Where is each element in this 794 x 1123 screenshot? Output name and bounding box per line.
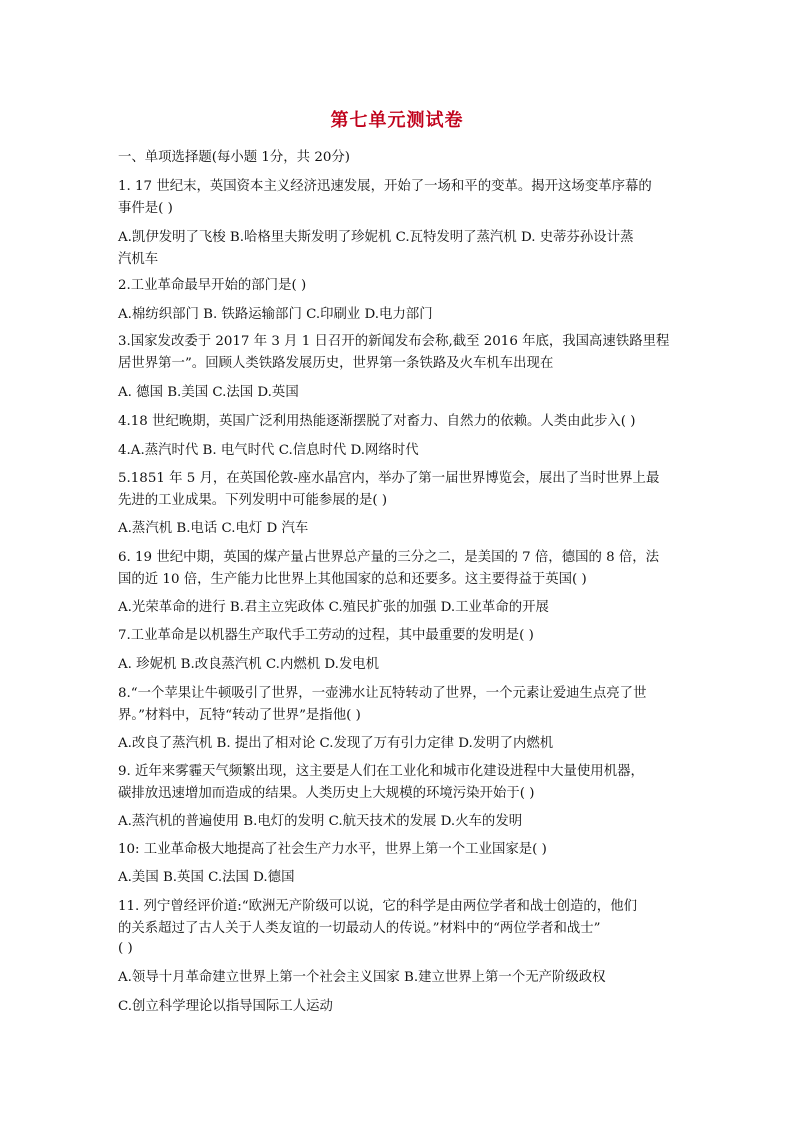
question-6-text-line-1: 6. 19 世纪中期，英国的煤产量占世界总产量的三分之二，是美国的 7 倍，德国的 8 倍，法 — [118, 550, 660, 565]
section-heading: 一、单项选择题(每小题 1分，共 20分) — [118, 150, 350, 165]
question-5-text-line-1: 5.1851 年 5 月，在英国伦敦-座水晶宫内，举办了第一届世界博览会，展出了当时世界上最 — [118, 471, 660, 486]
question-2-options: A.棉纺织部门 B. 铁路运输部门 C.印刷业 D.电力部门 — [118, 307, 433, 322]
question-8-options: A.改良了蒸汽机 B. 提出了相对论 C.发现了万有引力定律 D.发明了内燃机 — [118, 736, 554, 751]
question-8-text-line-2: 界。”材料中，瓦特“转动了世界”是指他( ) — [118, 708, 361, 723]
question-9-options: A.蒸汽机的普遍使用 B.电灯的发明 C.航天技术的发展 D.火车的发明 — [118, 814, 523, 829]
question-1-text-line-1: 1. 17 世纪末，英国资本主义经济迅速发展，开始了一场和平的变革。揭开这场变革序幕的 — [118, 179, 652, 194]
question-2-text: 2.工业革命最早开始的部门是( ) — [118, 278, 307, 293]
question-11-text-line-2: 的关系超过了古人关于人类友谊的一切最动人的传说。”材料中的“两位学者和战士” — [118, 921, 601, 936]
question-4-options: 4.A.蒸汽时代 B. 电气时代 C.信息时代 D.网络时代 — [118, 443, 419, 458]
question-9-text-line-1: 9. 近年来雾霾天气频繁出现，这主要是人们在工业化和城市化建设进程中大量使用机器， — [118, 764, 644, 779]
page-title: 第七单元测试卷 — [330, 110, 464, 131]
question-5-text-line-2: 先进的工业成果。下列发明中可能参展的是( ) — [118, 493, 388, 508]
question-6-text-line-2: 国的近 10 倍，生产能力比世界上其他国家的总和还要多。这主要得益于英国( ) — [118, 572, 587, 587]
question-5-options: A.蒸汽机 B.电话 C.电灯 D 汽车 — [118, 521, 309, 536]
question-11-options-line-2: C.创立科学理论以指导国际工人运动 — [118, 999, 333, 1014]
question-6-options: A.光荣革命的进行 B.君主立宪政体 C.殖民扩张的加强 D.工业革命的开展 — [118, 600, 549, 615]
question-10-options: A.美国 B.英国 C.法国 D.德国 — [118, 870, 295, 885]
question-3-options: A. 德国 B.美国 C.法国 D.英国 — [118, 385, 299, 400]
question-11-options-line-1: A.领导十月革命建立世界上第一个社会主义国家 B.建立世界上第一个无产阶级政权 — [118, 970, 606, 985]
question-9-text-line-2: 碳排放迅速增加而造成的结果。人类历史上大规模的环境污染开始于( ) — [118, 786, 535, 801]
question-1-options-line-2: 汽机车 — [118, 252, 159, 267]
question-10-text: 10: 工业革命极大地提高了社会生产力水平，世界上第一个工业国家是( ) — [118, 842, 547, 857]
question-11-text-line-3: ( ) — [118, 941, 133, 956]
question-7-text: 7.工业革命是以机器生产取代手工劳动的过程，其中最重要的发明是( ) — [118, 628, 534, 643]
question-3-text-line-1: 3.国家发改委于 2017 年 3 月 1 日召开的新闻发布会称,截至 2016 年底，我国高速铁路里程 — [118, 334, 670, 349]
question-1-text-line-2: 事件是( ) — [118, 201, 173, 216]
question-3-text-line-2: 居世界第一”。回顾人类铁路发展历史，世界第一条铁路及火车机车出现在 — [118, 356, 554, 371]
question-11-text-line-1: 11. 列宁曾经评价道:“欧洲无产阶级可以说，它的科学是由两位学者和战士创造的，他们 — [118, 899, 637, 914]
question-1-options-line-1: A.凯伊发明了飞梭 B.哈格里夫斯发明了珍妮机 C.瓦特发明了蒸汽机 D. 史蒂芬孙设计蒸 — [118, 230, 634, 245]
question-7-options: A. 珍妮机 B.改良蒸汽机 C.内燃机 D.发电机 — [118, 657, 380, 672]
question-4-text: 4.18 世纪晚期，英国广泛利用热能逐渐摆脱了对畜力、自然力的依赖。人类由此步入( ) — [118, 414, 636, 429]
question-8-text-line-1: 8.“一个苹果让牛顿吸引了世界，一壶沸水让瓦特转动了世界，一个元素让爱迪生点亮了世 — [118, 686, 647, 701]
